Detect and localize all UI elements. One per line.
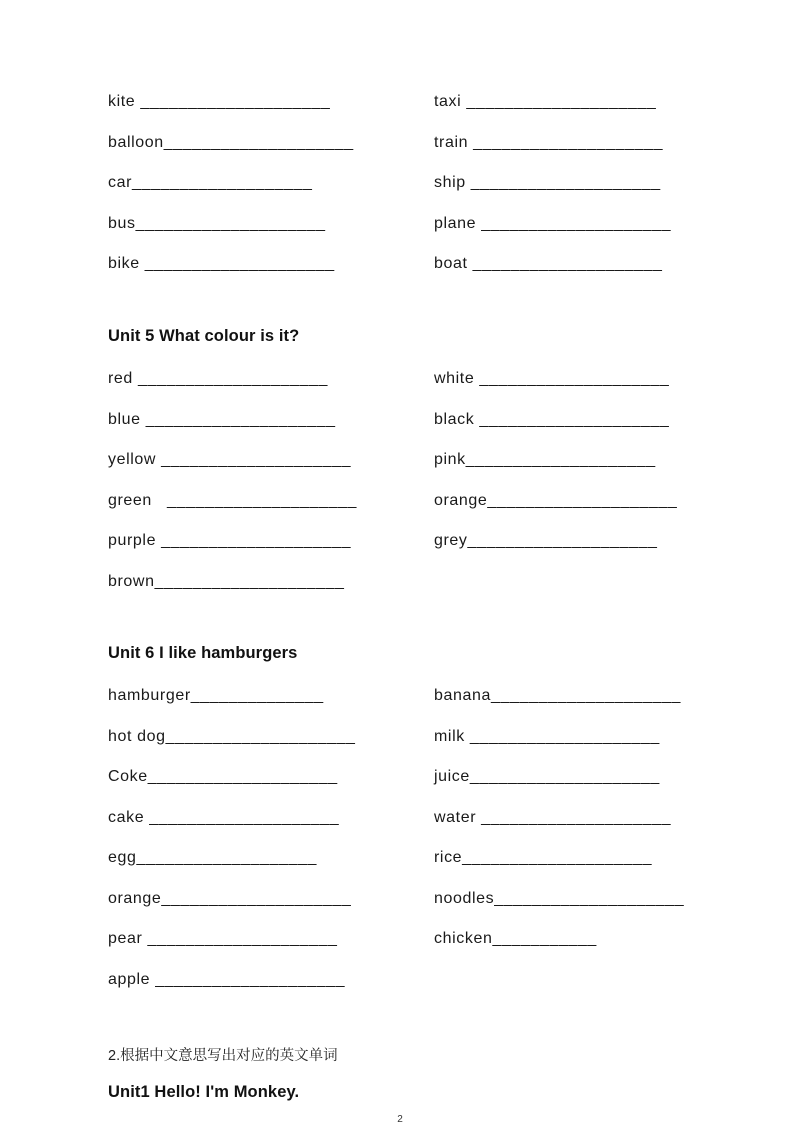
vocab-section-transport bbox=[108, 91, 708, 294]
vocab-item: apple ____________________ bbox=[108, 970, 346, 988]
vocab-item: white ____________________ bbox=[434, 370, 670, 387]
vocab-item: blue ____________________ bbox=[108, 410, 336, 428]
section-heading-unit5: Unit 5 What colour is it? bbox=[108, 327, 300, 345]
vocab-item: hot dog____________________ bbox=[108, 727, 356, 745]
vocab-item: orange____________________ bbox=[108, 889, 352, 907]
vocab-item: banana____________________ bbox=[434, 687, 681, 704]
vocab-item: kite ____________________ bbox=[108, 93, 331, 110]
vocab-item: bike ____________________ bbox=[108, 255, 335, 272]
vocab-item: car___________________ bbox=[108, 174, 313, 191]
vocab-item: balloon____________________ bbox=[108, 133, 354, 151]
vocab-item: orange____________________ bbox=[434, 491, 678, 509]
vocab-item: chicken___________ bbox=[434, 930, 597, 947]
vocab-item: juice____________________ bbox=[434, 768, 660, 785]
vocab-item: rice____________________ bbox=[434, 849, 653, 866]
vocab-item: bus____________________ bbox=[108, 214, 326, 232]
vocab-item: yellow ____________________ bbox=[108, 451, 352, 468]
vocab-grid-unit6 bbox=[108, 685, 708, 1009]
vocab-item: noodles____________________ bbox=[434, 889, 685, 907]
vocab-item: taxi ____________________ bbox=[434, 93, 657, 110]
vocab-item: brown____________________ bbox=[108, 572, 345, 590]
vocab-item: grey____________________ bbox=[434, 532, 658, 549]
section-heading-unit6: Unit 6 I like hamburgers bbox=[108, 644, 298, 662]
section-heading-unit1: Unit1 Hello! I'm Monkey. bbox=[108, 1083, 300, 1101]
vocab-item: purple ____________________ bbox=[108, 532, 352, 549]
vocab-item: green ____________________ bbox=[108, 491, 358, 509]
vocab-item: red ____________________ bbox=[108, 370, 328, 387]
vocab-item: milk ____________________ bbox=[434, 727, 660, 745]
vocab-item: plane ____________________ bbox=[434, 214, 672, 232]
page-number: 2 bbox=[397, 1114, 403, 1125]
vocab-grid-unit5 bbox=[108, 368, 708, 611]
vocab-item: Coke____________________ bbox=[108, 768, 338, 785]
vocab-section-unit5 bbox=[108, 368, 708, 611]
vocab-item: train ____________________ bbox=[434, 133, 664, 151]
vocab-item: hamburger______________ bbox=[108, 687, 324, 704]
vocab-section-unit6 bbox=[108, 685, 708, 1009]
vocab-item: water ____________________ bbox=[434, 808, 672, 826]
vocab-item: black ____________________ bbox=[434, 410, 670, 428]
vocab-item: pear ____________________ bbox=[108, 930, 338, 947]
vocab-item: ship ____________________ bbox=[434, 174, 661, 191]
vocab-item: pink____________________ bbox=[434, 451, 656, 468]
vocab-item: boat ____________________ bbox=[434, 255, 663, 272]
vocab-item: egg___________________ bbox=[108, 849, 317, 866]
exercise-instruction: 2.根据中文意思写出对应的英文单词 bbox=[108, 1048, 338, 1064]
vocab-item: cake ____________________ bbox=[108, 808, 340, 826]
vocab-grid-transport bbox=[108, 91, 708, 294]
